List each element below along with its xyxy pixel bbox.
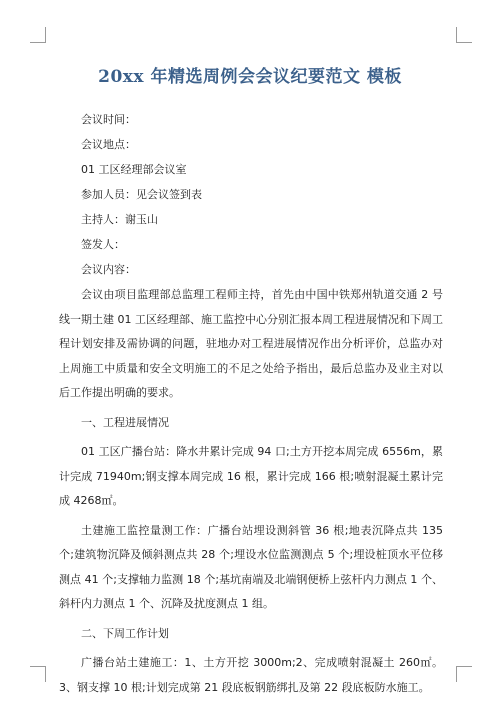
crop-mark-top-right [456, 27, 457, 43]
attendees-field: 参加人员：见会议签到表 [81, 188, 202, 201]
progress-paragraph: 01 工区广播台站：降水井累计完成 94 口;土方开挖本周完成 6556m，累计完成 71940m;钢支撑本周完成 16 根，累计完成 166 根;喷射混凝土累计完成 4268㎡。 [59, 445, 443, 507]
meeting-content-field: 会议内容： [81, 263, 136, 276]
crop-mark-bottom-right [456, 666, 457, 682]
crop-mark-top-left [45, 27, 46, 43]
meeting-room-field: 01 工区经理部会议室 [81, 163, 187, 176]
crop-mark-top-left [30, 42, 46, 43]
host-field: 主持人：谢玉山 [81, 213, 158, 226]
section-heading-plan: 二、下周工作计划 [81, 626, 169, 640]
issuer-field: 签发人： [81, 238, 125, 251]
meeting-time-field: 会议时间： [81, 113, 136, 126]
section-heading-progress: 一、工程进展情况 [81, 415, 169, 429]
intro-paragraph: 会议由项目监理部总监理工程师主持，首先由中国中铁郑州轨道交通 2 号线一期土建 01 工区经理部、施工监控中心分别汇报本周工程进展情况和下周工程计划安排及需协调的问题，驻地办对工程进展情况作出分析评价，总监办对上周施工中质量和安全文明施工的不足之处给予指出，最后总监办及业主对以后工作提出明确的要求。 [59, 288, 443, 399]
meeting-location-field: 会议地点： [81, 138, 136, 151]
crop-mark-top-right [456, 42, 472, 43]
document-title: 20xx 年精选周例会会议纪要范文 模板 [98, 67, 402, 87]
crop-mark-bottom-left [45, 666, 46, 682]
monitoring-paragraph: 土建施工监控量测工作：广播台站埋设测斜管 36 根;地表沉降点共 135 个;建筑物沉降及倾斜测点共 28 个;埋设水位监测测点 5 个;埋设桩顶水平位移测点 41 个;支撑轴力监测 18 个;基坑南端及北端钢便桥上弦杆内力测点 1 个、斜杆内力测点 1 个、沉降及扰度测点 1 组。 [59, 523, 443, 610]
crop-mark-bottom-right [456, 666, 472, 667]
document-body [59, 108, 443, 700]
crop-mark-bottom-left [30, 666, 46, 667]
plan-paragraph: 广播台站土建施工：1、土方开挖 3000m;2、完成喷射混凝土 260㎡。3、钢支撑 10 根;计划完成第 21 段底板钢筋绑扎及第 22 段底板防水施工。 [59, 656, 443, 694]
